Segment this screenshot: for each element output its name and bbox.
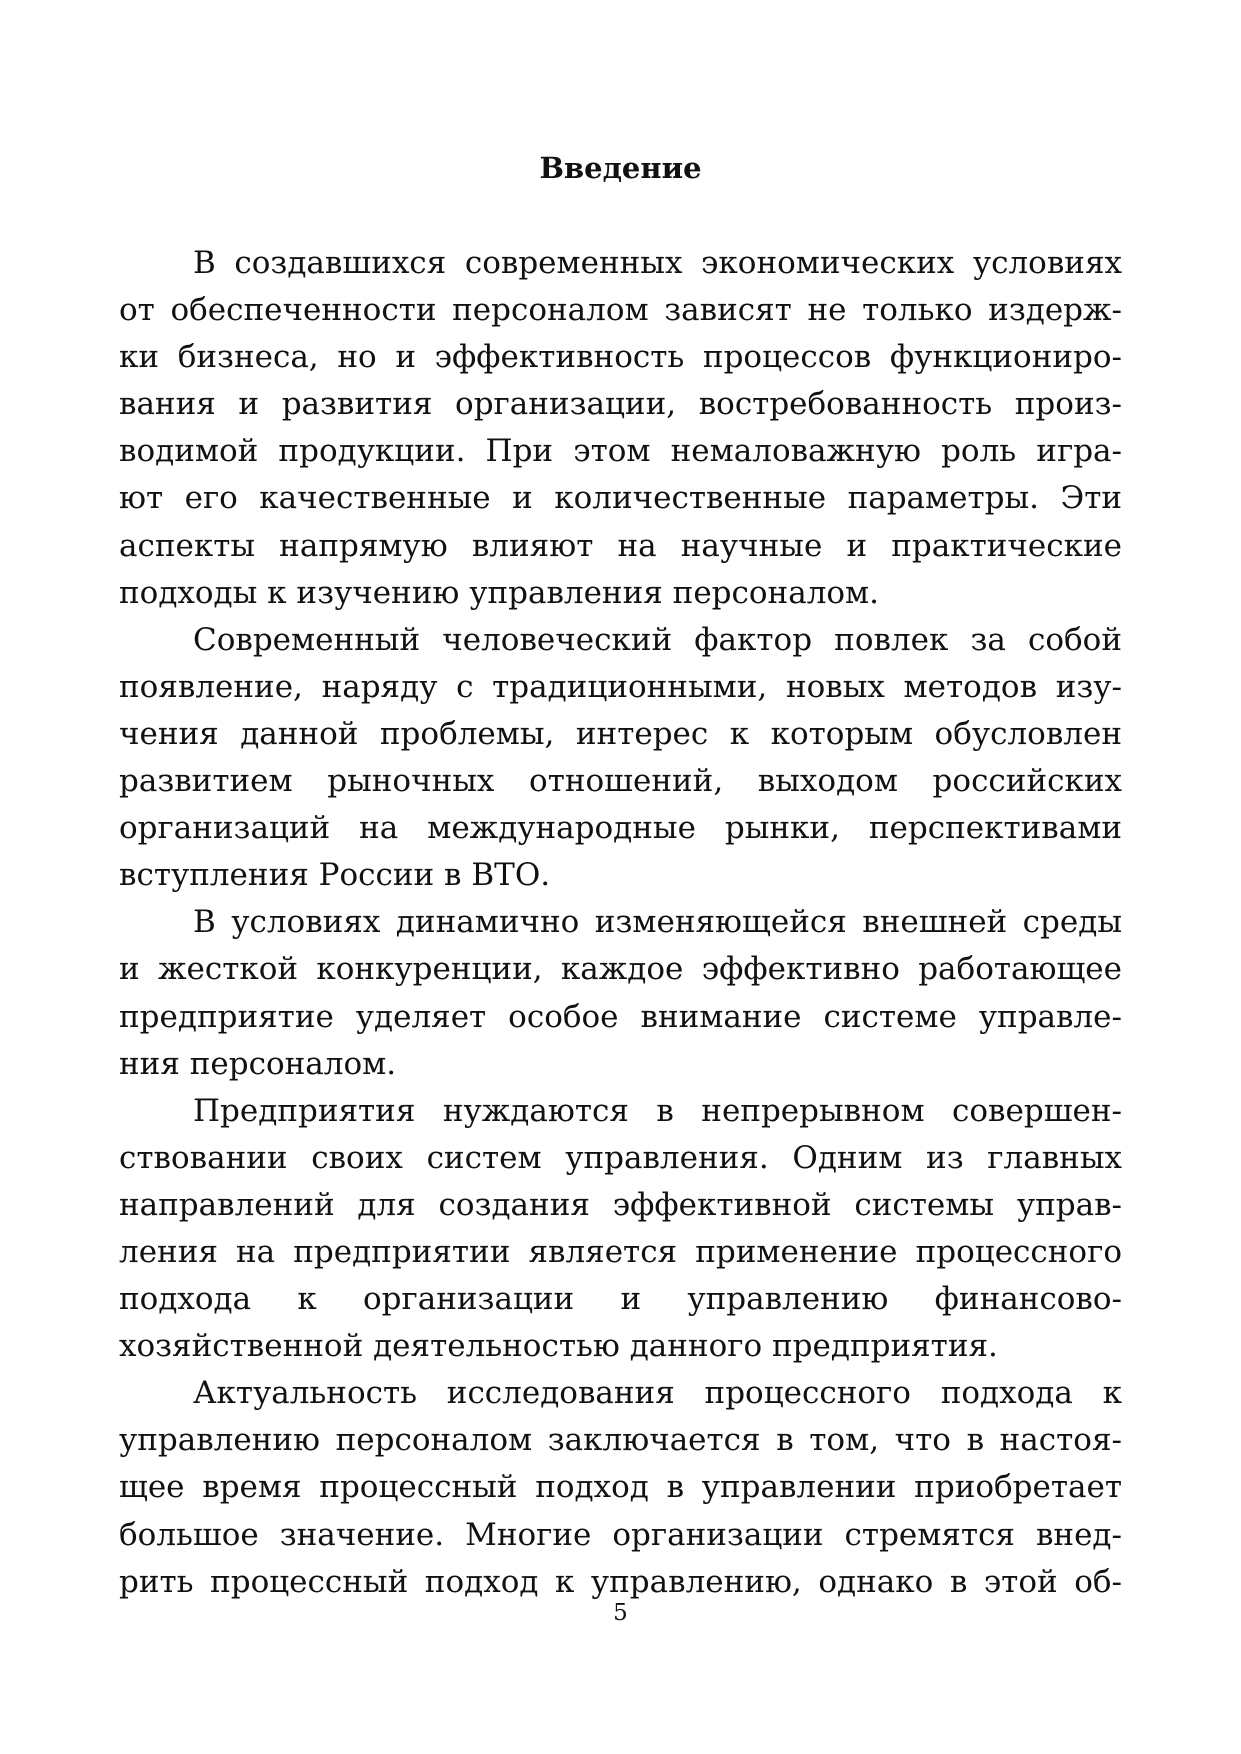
text-line: ствовании своих систем управления. Одним из главных [119,1139,1122,1176]
text-line: ния персоналом. [119,1045,397,1082]
paragraph [119,1088,1122,1371]
text-line: ки бизнеса, но и эффективность процессов функциониро- [119,339,1122,376]
text-line: аспекты напрямую влияют на научные и практические [119,527,1122,564]
text-line: щее время процессный подход в управлении приобретает [119,1469,1122,1506]
text-line: от обеспеченности персоналом зависят не только издерж- [119,292,1122,329]
text-line: вступления России в ВТО. [119,857,551,894]
text-line: рить процессный подход к управлению, однако в этой об- [119,1563,1122,1600]
text-line: предприятие уделяет особое внимание системе управле- [119,998,1122,1035]
body-text [119,240,1122,1606]
text-line: и жесткой конкуренции, каждое эффективно работающее [119,951,1122,988]
text-line: Предприятия нуждаются в непрерывном совершен- [193,1092,1122,1129]
text-line: развитием рыночных отношений, выходом российских [119,763,1122,800]
paragraph [119,1370,1122,1605]
text-line: подходы к изучению управления персоналом. [119,574,880,611]
text-line: хозяйственной деятельностью данного предприятия. [119,1328,998,1365]
text-line: ления на предприятии является применение процессного [119,1233,1122,1270]
text-line: чения данной проблемы, интерес к которым обусловлен [119,715,1122,752]
paragraph [119,617,1122,900]
page-title: Введение [539,151,702,185]
text-line: большое значение. Многие организации стремятся внед- [119,1516,1122,1553]
text-line: В создавшихся современных экономических условиях [193,245,1122,281]
text-line: Современный человеческий фактор повлек за собой [193,621,1122,658]
text-line: вания и развития организации, востребованность произ- [119,386,1122,423]
text-line: ют его качественные и количественные параметры. Эти [119,480,1122,517]
text-line: подхода к организации и управлению финансово- [119,1281,1122,1318]
text-line: Актуальность исследования процессного подхода к [193,1375,1122,1412]
text-line: направлений для создания эффективной системы управ- [119,1186,1122,1223]
paragraph [119,899,1122,1087]
text-line: водимой продукции. При этом немаловажную роль игра- [119,433,1122,470]
page-number: 5 [613,1600,628,1626]
text-line: организаций на международные рынки, перспективами [119,810,1122,847]
text-line: появление, наряду с традиционными, новых методов изу- [119,668,1122,705]
paragraph [119,240,1122,617]
text-line: управлению персоналом заключается в том, что в настоя- [119,1422,1122,1459]
text-line: В условиях динамично изменяющейся внешней среды [193,904,1122,941]
